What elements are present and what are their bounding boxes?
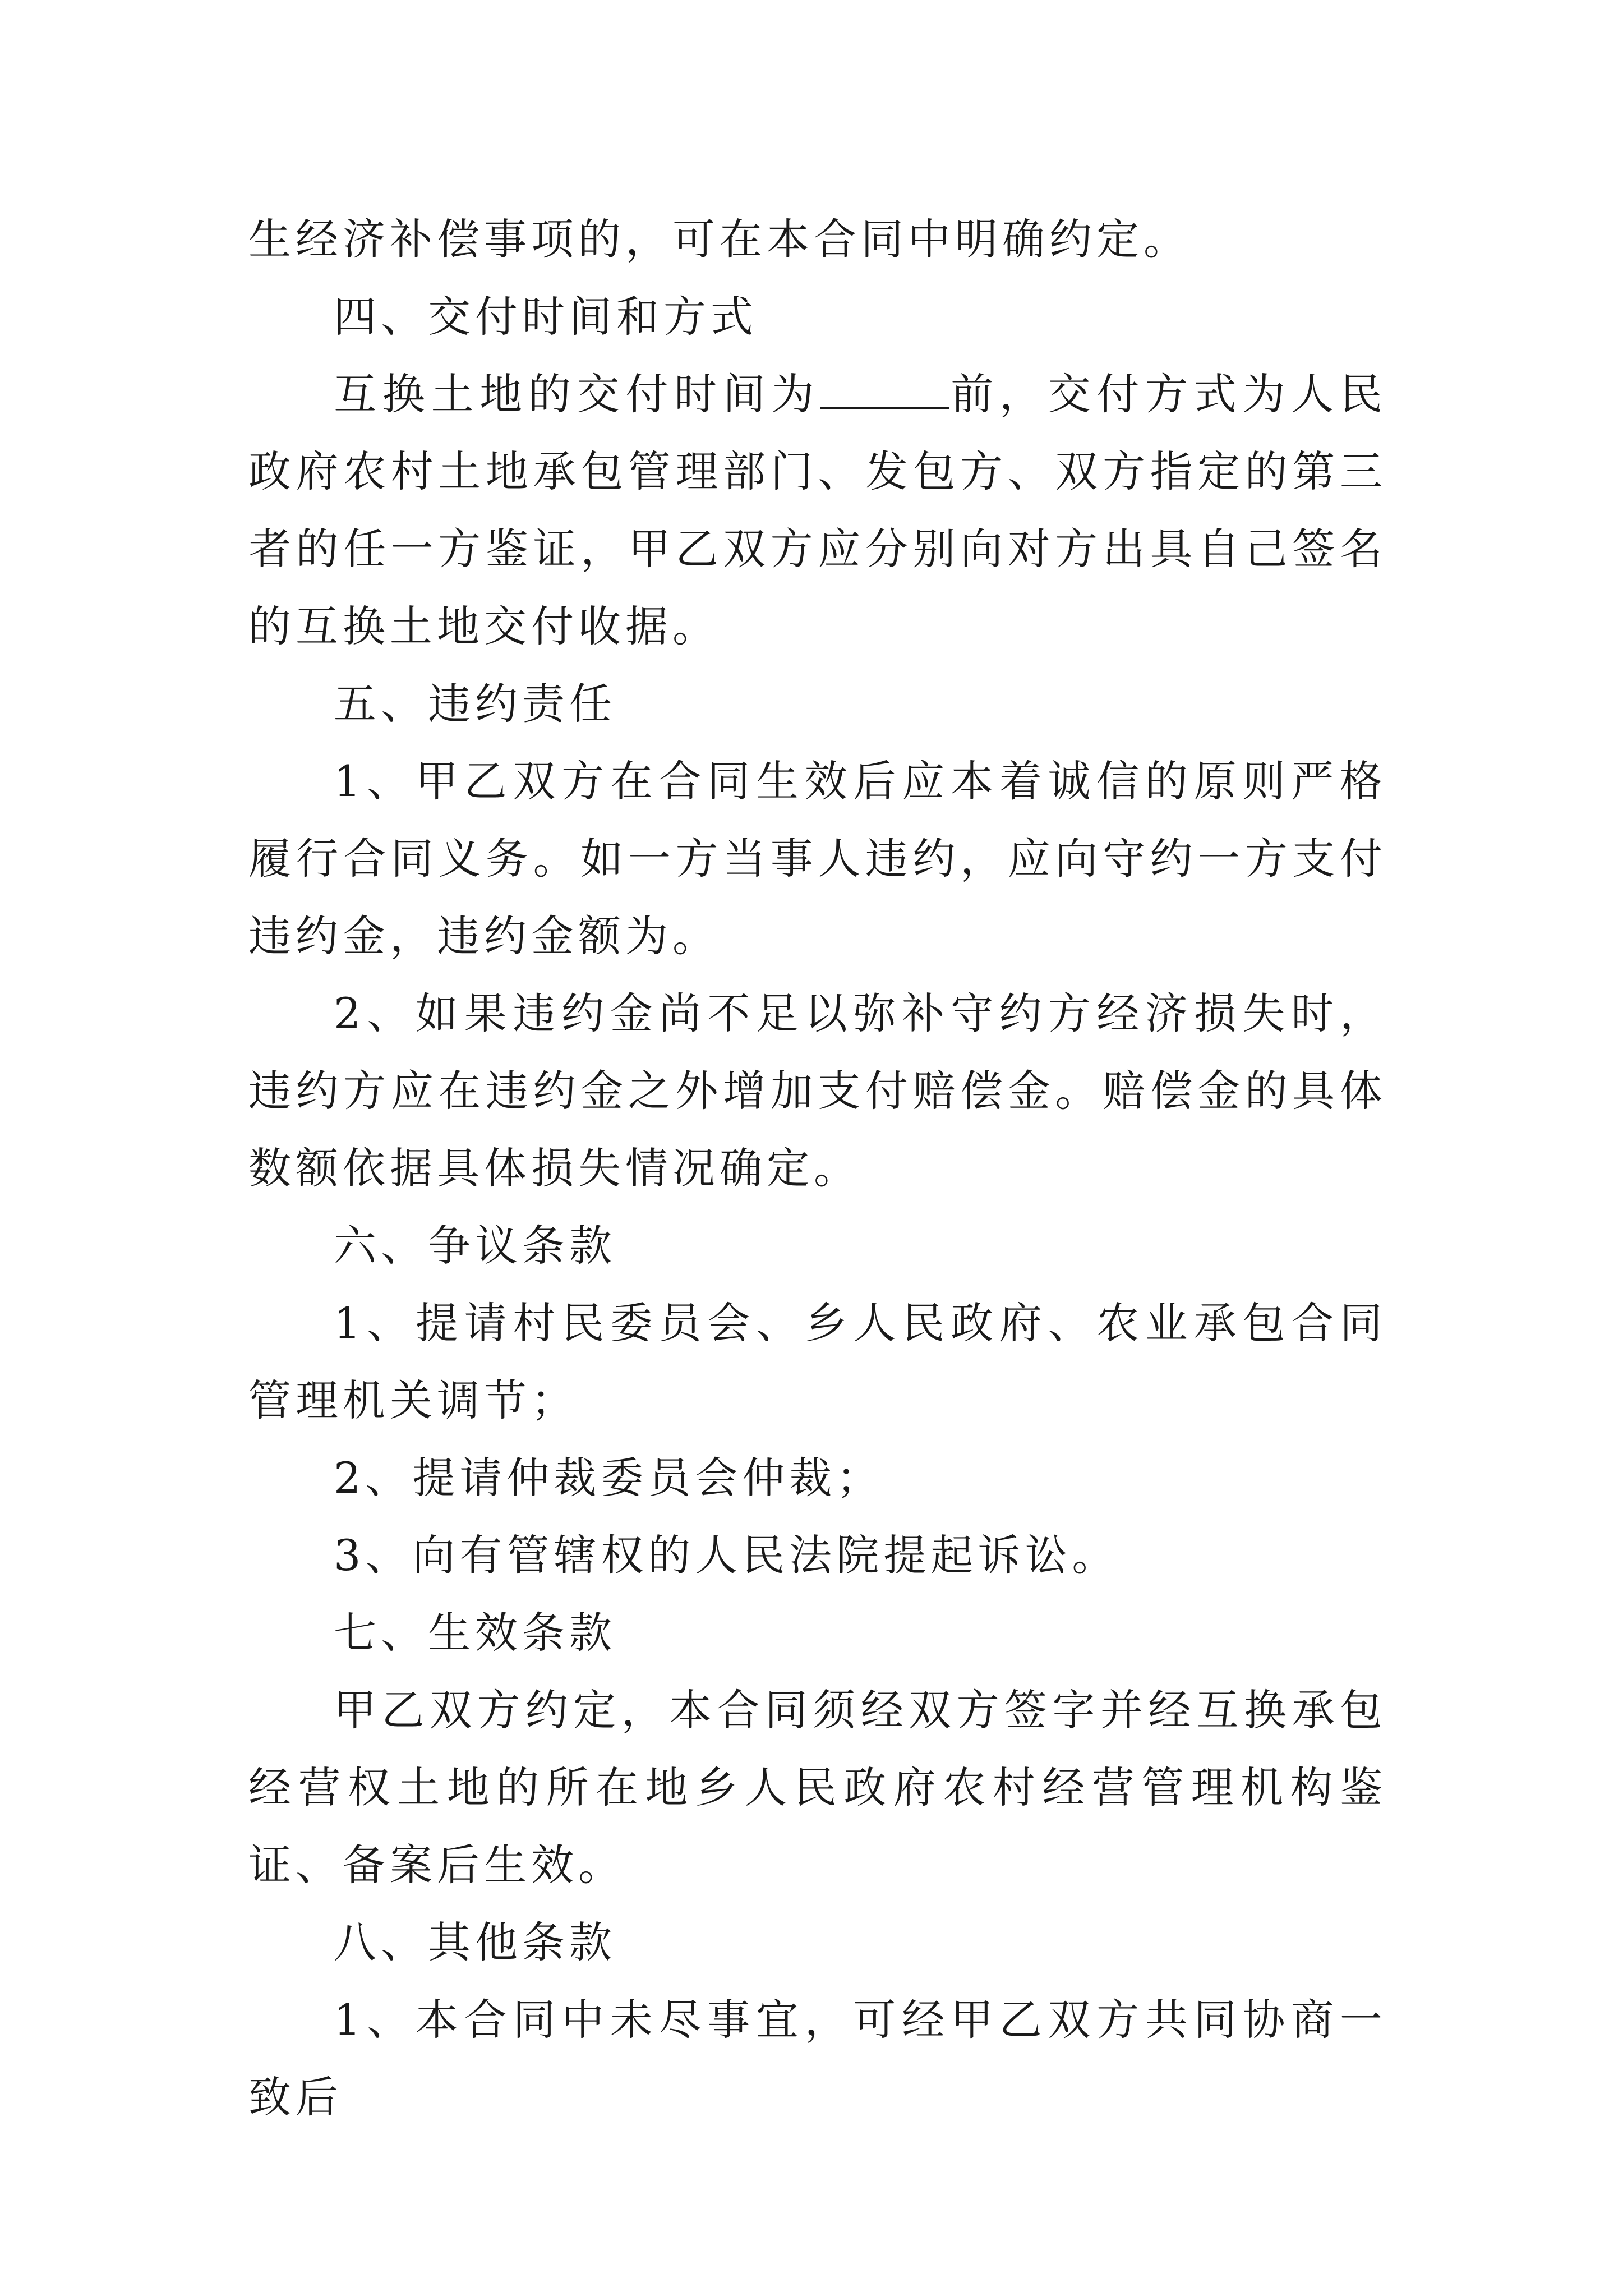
delivery-date-blank: [820, 373, 949, 409]
paragraph-liability-2: 2、如果违约金尚不足以弥补守约方经济损失时，违约方应在违约金之外增加支付赔偿金。赔偿金的具体数额依据具体损失情况确定。: [248, 988, 1387, 1193]
paragraph-continuation: 生经济补偿事项的，可在本合同中明确约定。: [248, 214, 1191, 264]
section-heading-other: 八、其他条款: [334, 1917, 616, 1967]
delivery-text-after-blank: 前，交付方式为人民政府农村土地承包管理部门、发包方、双方指定的第三者的任一方鉴证，甲乙双方应分别向对方出具自己签名的互换土地交付收据。: [248, 369, 1387, 651]
delivery-text-before-blank: 互换土地的交付时间为: [334, 369, 820, 419]
section-heading-delivery: 四、交付时间和方式: [334, 292, 758, 342]
section-heading-dispute: 六、争议条款: [334, 1221, 616, 1271]
paragraph-effect: 甲乙双方约定，本合同须经双方签字并经互换承包经营权土地的所在地乡人民政府农村经营管理机构鉴证、备案后生效。: [248, 1685, 1387, 1890]
section-heading-liability: 五、违约责任: [334, 679, 616, 729]
document-body: [248, 201, 1387, 2136]
paragraph-other-1: 1、本合同中未尽事宜，可经甲乙双方共同协商一致后: [248, 1995, 1387, 2122]
paragraph-dispute-2: 2、提请仲裁委员会仲裁；: [334, 1453, 884, 1503]
paragraph-delivery: [248, 356, 1387, 665]
paragraph-liability-1: 1、甲乙双方在合同生效后应本着诚信的原则严格履行合同义务。如一方当事人违约，应向守约一方支付违约金，违约金额为。: [248, 756, 1387, 961]
paragraph-dispute-1: 1、提请村民委员会、乡人民政府、农业承包合同管理机关调节；: [248, 1298, 1387, 1425]
section-heading-effect: 七、生效条款: [334, 1608, 616, 1658]
paragraph-dispute-3: 3、向有管辖权的人民法院提起诉讼。: [334, 1530, 1119, 1580]
